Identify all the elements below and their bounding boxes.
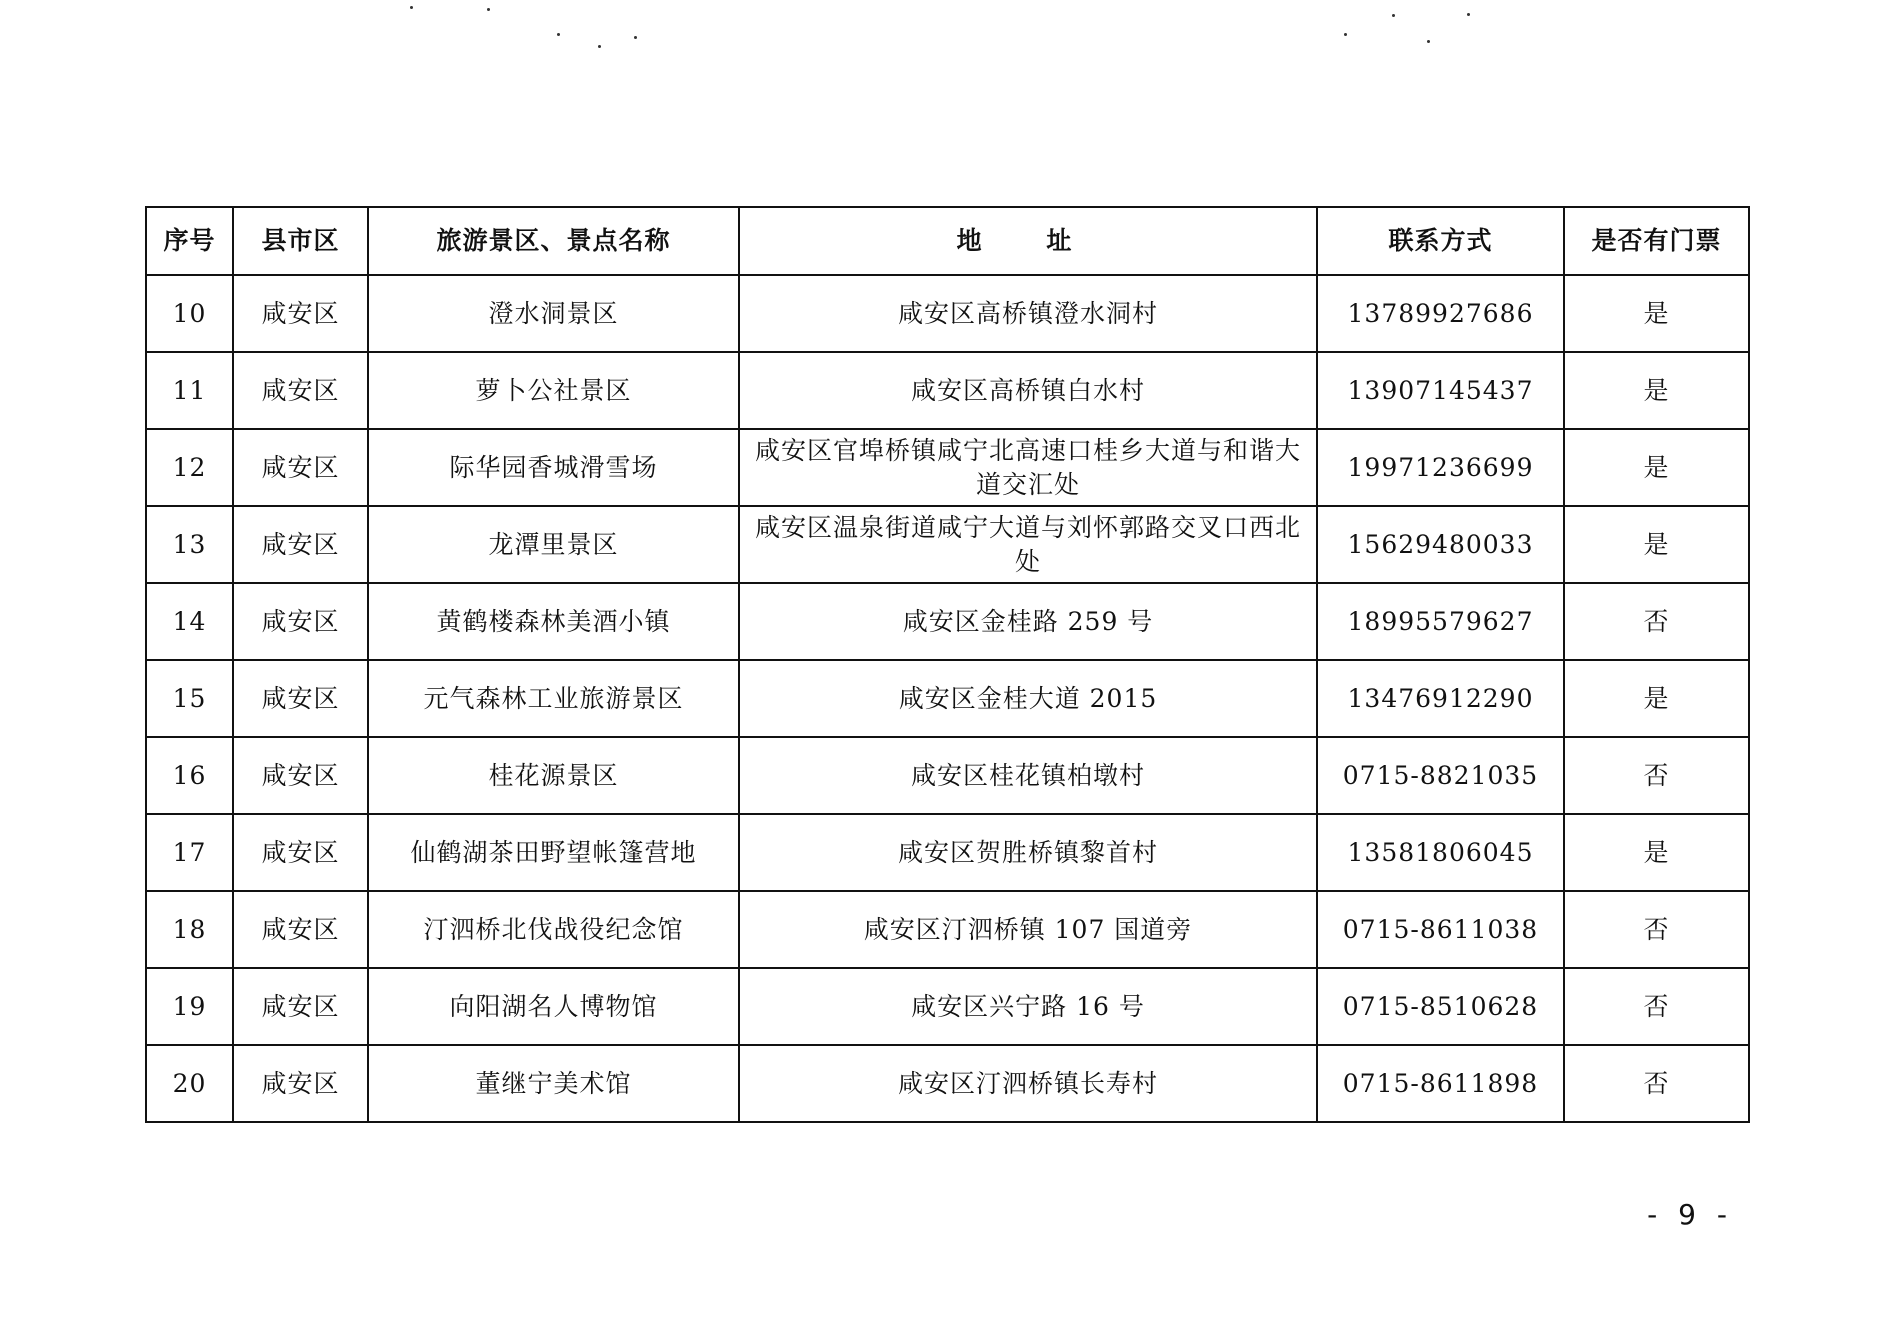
scan-speck bbox=[1467, 13, 1470, 16]
cell-contact: 13907145437 bbox=[1317, 352, 1564, 429]
scan-speck bbox=[410, 6, 413, 9]
table-row bbox=[146, 583, 1749, 660]
cell-contact: 13581806045 bbox=[1317, 814, 1564, 891]
header-county: 县市区 bbox=[233, 207, 368, 275]
cell-ticket: 是 bbox=[1564, 429, 1749, 506]
cell-address: 咸安区金桂路 259 号 bbox=[739, 583, 1317, 660]
cell-ticket: 是 bbox=[1564, 275, 1749, 352]
cell-ticket: 否 bbox=[1564, 968, 1749, 1045]
cell-index: 20 bbox=[146, 1045, 233, 1122]
table-row bbox=[146, 968, 1749, 1045]
cell-index: 14 bbox=[146, 583, 233, 660]
cell-county: 咸安区 bbox=[233, 968, 368, 1045]
cell-site-name: 际华园香城滑雪场 bbox=[368, 429, 739, 506]
cell-county: 咸安区 bbox=[233, 275, 368, 352]
cell-county: 咸安区 bbox=[233, 1045, 368, 1122]
scenic-spots-table bbox=[145, 206, 1750, 1123]
cell-contact: 13476912290 bbox=[1317, 660, 1564, 737]
table-row bbox=[146, 1045, 1749, 1122]
cell-site-name: 澄水洞景区 bbox=[368, 275, 739, 352]
cell-site-name: 元气森林工业旅游景区 bbox=[368, 660, 739, 737]
cell-contact: 0715-8821035 bbox=[1317, 737, 1564, 814]
cell-contact: 15629480033 bbox=[1317, 506, 1564, 583]
cell-index: 15 bbox=[146, 660, 233, 737]
table-row bbox=[146, 275, 1749, 352]
cell-county: 咸安区 bbox=[233, 506, 368, 583]
cell-index: 12 bbox=[146, 429, 233, 506]
table-row bbox=[146, 429, 1749, 506]
scan-speck bbox=[598, 45, 601, 48]
cell-address: 咸安区官埠桥镇咸宁北高速口桂乡大道与和谐大道交汇处 bbox=[739, 429, 1317, 506]
cell-address: 咸安区高桥镇白水村 bbox=[739, 352, 1317, 429]
cell-ticket: 是 bbox=[1564, 660, 1749, 737]
cell-ticket: 否 bbox=[1564, 737, 1749, 814]
cell-contact: 0715-8510628 bbox=[1317, 968, 1564, 1045]
cell-ticket: 是 bbox=[1564, 352, 1749, 429]
cell-ticket: 否 bbox=[1564, 1045, 1749, 1122]
cell-index: 17 bbox=[146, 814, 233, 891]
scan-speck bbox=[634, 36, 637, 39]
cell-contact: 0715-8611898 bbox=[1317, 1045, 1564, 1122]
cell-address: 咸安区贺胜桥镇黎首村 bbox=[739, 814, 1317, 891]
cell-address: 咸安区温泉街道咸宁大道与刘怀郭路交叉口西北处 bbox=[739, 506, 1317, 583]
header-contact: 联系方式 bbox=[1317, 207, 1564, 275]
cell-ticket: 是 bbox=[1564, 506, 1749, 583]
cell-index: 18 bbox=[146, 891, 233, 968]
cell-index: 16 bbox=[146, 737, 233, 814]
cell-site-name: 仙鹤湖茶田野望帐篷营地 bbox=[368, 814, 739, 891]
cell-ticket: 否 bbox=[1564, 891, 1749, 968]
header-address bbox=[739, 207, 1317, 275]
cell-address: 咸安区高桥镇澄水洞村 bbox=[739, 275, 1317, 352]
cell-address: 咸安区汀泗桥镇 107 国道旁 bbox=[739, 891, 1317, 968]
cell-county: 咸安区 bbox=[233, 660, 368, 737]
cell-contact: 0715-8611038 bbox=[1317, 891, 1564, 968]
table-header-row bbox=[146, 207, 1749, 275]
cell-site-name: 汀泗桥北伐战役纪念馆 bbox=[368, 891, 739, 968]
page-number: - 9 - bbox=[1647, 1198, 1733, 1231]
cell-index: 10 bbox=[146, 275, 233, 352]
cell-county: 咸安区 bbox=[233, 583, 368, 660]
header-site-name: 旅游景区、景点名称 bbox=[368, 207, 739, 275]
header-ticket: 是否有门票 bbox=[1564, 207, 1749, 275]
cell-contact: 13789927686 bbox=[1317, 275, 1564, 352]
scan-speck bbox=[557, 33, 560, 36]
scan-speck bbox=[1392, 14, 1395, 17]
cell-contact: 19971236699 bbox=[1317, 429, 1564, 506]
table-row bbox=[146, 660, 1749, 737]
cell-county: 咸安区 bbox=[233, 352, 368, 429]
header-address-label: 地 址 bbox=[956, 226, 1100, 255]
scan-speck bbox=[1427, 40, 1430, 43]
cell-ticket: 是 bbox=[1564, 814, 1749, 891]
cell-address: 咸安区兴宁路 16 号 bbox=[739, 968, 1317, 1045]
cell-county: 咸安区 bbox=[233, 429, 368, 506]
cell-site-name: 向阳湖名人博物馆 bbox=[368, 968, 739, 1045]
cell-contact: 18995579627 bbox=[1317, 583, 1564, 660]
cell-address: 咸安区汀泗桥镇长寿村 bbox=[739, 1045, 1317, 1122]
cell-county: 咸安区 bbox=[233, 891, 368, 968]
scan-speck bbox=[1344, 33, 1347, 36]
cell-site-name: 董继宁美术馆 bbox=[368, 1045, 739, 1122]
cell-ticket: 否 bbox=[1564, 583, 1749, 660]
header-index: 序号 bbox=[146, 207, 233, 275]
cell-county: 咸安区 bbox=[233, 737, 368, 814]
cell-address: 咸安区金桂大道 2015 bbox=[739, 660, 1317, 737]
cell-site-name: 黄鹤楼森林美酒小镇 bbox=[368, 583, 739, 660]
scan-speck bbox=[487, 8, 490, 11]
cell-site-name: 萝卜公社景区 bbox=[368, 352, 739, 429]
cell-index: 13 bbox=[146, 506, 233, 583]
cell-index: 11 bbox=[146, 352, 233, 429]
cell-site-name: 龙潭里景区 bbox=[368, 506, 739, 583]
table-row bbox=[146, 737, 1749, 814]
table-row bbox=[146, 814, 1749, 891]
table-row bbox=[146, 891, 1749, 968]
cell-county: 咸安区 bbox=[233, 814, 368, 891]
cell-index: 19 bbox=[146, 968, 233, 1045]
cell-address: 咸安区桂花镇柏墩村 bbox=[739, 737, 1317, 814]
table-row bbox=[146, 506, 1749, 583]
table-row bbox=[146, 352, 1749, 429]
cell-site-name: 桂花源景区 bbox=[368, 737, 739, 814]
